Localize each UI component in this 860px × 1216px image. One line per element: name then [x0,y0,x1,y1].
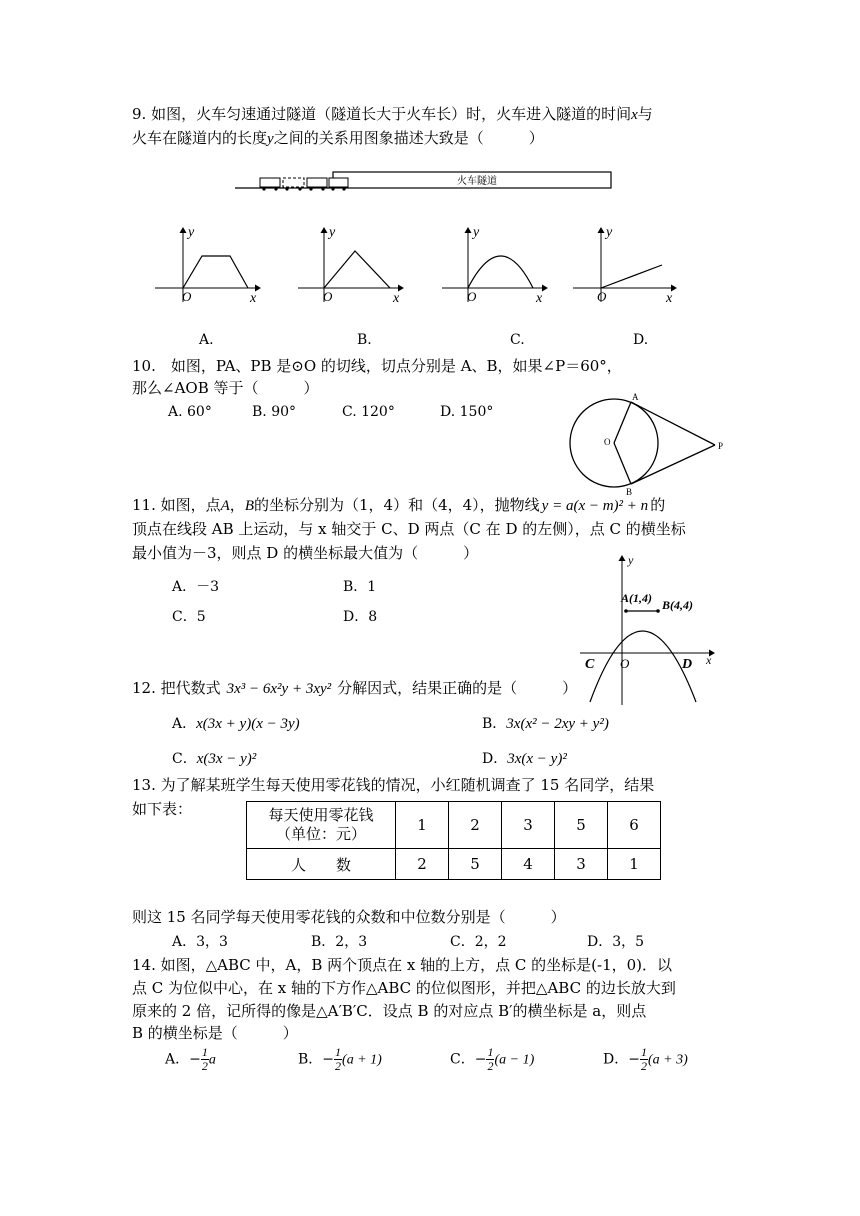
q13-option-c[interactable]: C．2，2 [450,934,507,950]
table-row [247,802,661,849]
svg-text:O: O [597,289,607,304]
table-cell: 2 [396,849,449,880]
q12-option-d[interactable]: D．3x(x − y)² [482,751,567,767]
q9-var-y: y [267,131,274,147]
q12-stem: 12. 把代数式 3x³ − 6x²y + 3xy² 分解因式，结果正确的是（ ） [132,679,578,697]
svg-text:y: y [188,225,195,240]
q14-line4: B 的横坐标是（ ） [132,1024,298,1042]
svg-text:O: O [604,437,611,447]
svg-text:A: A [632,392,639,402]
q13-question: 则这 15 名同学每天使用零花钱的众数和中位数分别是（ ） [132,908,566,926]
svg-text:x: x [666,291,673,306]
q9-option-c[interactable]: C. [510,332,525,348]
svg-text:P: P [718,441,724,451]
q14-line1: 14. 如图，△ABC 中，A，B 两个顶点在 x 轴的上方，点 C 的坐标是(-1，0)．以 [132,956,673,974]
q11-line2: 顶点在线段 AB 上运动，与 x 轴交于 C、D 两点（C 在 D 的左侧），点 C 的横坐标 [132,520,686,538]
q14-line2: 点 C 为位似中心，在 x 轴的下方作△ABC 的位似图形，并把△ABC 的边长放大到 [132,979,676,997]
q12-option-b[interactable]: B．3x(x² − 2xy + y²) [482,716,609,732]
tangent-pb [631,445,715,484]
train-car [260,178,280,187]
svg-text:O: O [182,289,192,304]
fraction: $\frac{1}{2}$ [487,1045,494,1073]
svg-text:x: x [536,291,543,306]
q9-option-d[interactable]: D. [633,332,649,348]
q11-line1: 11. 如图，点A，B的坐标分别为（1，4）和（4，4），抛物线 y = a(x − m)² + n 的 [132,496,666,514]
q9-var-x: x [631,107,638,123]
train-car [329,178,348,187]
q9-option-a[interactable]: A. [199,332,214,348]
parabola-curve [590,631,696,702]
tangent-pa [631,402,715,445]
svg-text:B(4,4): B(4,4) [662,598,693,612]
q10-circle-figure [565,388,735,498]
table-cell: 5 [555,802,608,849]
q13-data-table [246,801,661,880]
svg-text:O: O [620,656,630,671]
q10-option-d[interactable]: D. 150° [440,404,494,420]
table-header-cell: 每天使用零花钱 （单位：元） [247,802,396,849]
table-cell: 1 [396,802,449,849]
table-cell: 4 [502,849,555,880]
fraction: $\frac{1}{2}$ [201,1045,208,1073]
q11-parabola-figure [578,550,728,710]
svg-text:y: y [473,225,480,240]
q14-option-b[interactable]: B．− $\frac{1}{2}$ (a + 1) [298,1045,382,1073]
q13-option-d[interactable]: D．3，5 [587,934,645,950]
table-cell: 5 [449,849,502,880]
q11-option-b[interactable]: B．1 [343,579,377,595]
q13-line2: 如下表： [132,800,193,818]
q14-option-a[interactable]: A．− $\frac{1}{2}$ a [165,1045,216,1073]
svg-text:y: y [606,225,613,240]
q12-option-a[interactable]: A．x(3x + y)(x − 3y) [172,716,300,732]
q14-option-d[interactable]: D．− $\frac{1}{2}$ (a + 3) [603,1045,688,1073]
svg-text:O: O [323,289,333,304]
q11-option-a[interactable]: A．－3 [172,579,220,595]
graph-b [298,225,403,306]
graph-a [155,225,260,306]
table-cell: 2 [449,802,502,849]
svg-text:y: y [329,225,336,240]
tunnel-label: 火车隧道 [457,176,497,187]
svg-text:x: x [250,291,257,306]
train-car [307,178,327,187]
q11-option-c[interactable]: C．5 [172,609,206,625]
q11-option-d[interactable]: D．8 [343,609,378,625]
svg-text:C: C [585,657,595,672]
svg-text:x: x [706,653,712,667]
q9-line2: 火车在隧道内的长度y之间的关系用图象描述大致是（ ） [132,129,544,147]
q13-option-b[interactable]: B．2，3 [311,934,368,950]
svg-text:y: y [628,553,634,567]
q10-line2: 那么∠AOB 等于（ ） [132,379,319,397]
graph-c [442,225,547,306]
q9-graphs [150,222,690,310]
q11-line3: 最小值为－3，则点 D 的横坐标最大值为（ ） [132,544,479,562]
table-header-cell: 人 数 [247,849,396,880]
train-car [283,178,304,187]
q10-option-c[interactable]: C. 120° [342,404,395,420]
graph-d [573,225,676,306]
fraction: $\frac{1}{2}$ [335,1045,342,1073]
svg-text:B: B [626,487,633,497]
q13-line1: 13. 为了解某班学生每天使用零花钱的情况，小红随机调查了 15 名同学，结果 [132,776,655,794]
svg-text:O: O [467,289,477,304]
svg-text:A(1,4): A(1,4) [621,591,652,605]
table-cell: 3 [502,802,555,849]
table-cell: 1 [608,849,661,880]
table-cell: 3 [555,849,608,880]
q14-option-c[interactable]: C．− $\frac{1}{2}$ (a − 1) [450,1045,535,1073]
svg-text:D: D [682,657,693,672]
q14-line3: 原来的 2 倍，记所得的像是△A′B′C．设点 B 的对应点 B′的横坐标是 a，则点 [132,1002,647,1020]
table-row [247,849,661,880]
q12-expression: 3x³ − 6x²y + 3xy² [226,681,332,697]
q9-option-b[interactable]: B. [357,332,372,348]
q13-option-a[interactable]: A．3，3 [172,934,228,950]
q9-line1: 9. 如图，火车匀速通过隧道（隧道长大于火车长）时，火车进入隧道的时间x与 [132,105,653,123]
table-cell: 6 [608,802,661,849]
radius-oa [614,402,631,443]
q12-option-c[interactable]: C．x(3x − y)² [172,751,257,767]
fraction: $\frac{1}{2}$ [640,1045,647,1073]
q10-option-b[interactable]: B. 90° [252,404,297,420]
q10-option-a[interactable]: A. 60° [168,404,212,420]
q11-parabola-formula: y = a(x − m)² + n [541,498,649,514]
train-tunnel-figure [230,165,620,200]
radius-ob [614,443,631,484]
svg-text:x: x [393,291,400,306]
q10-line1: 10. 如图，PA、PB 是⊙O 的切线，切点分别是 A、B，如果∠P＝60°， [132,357,622,375]
